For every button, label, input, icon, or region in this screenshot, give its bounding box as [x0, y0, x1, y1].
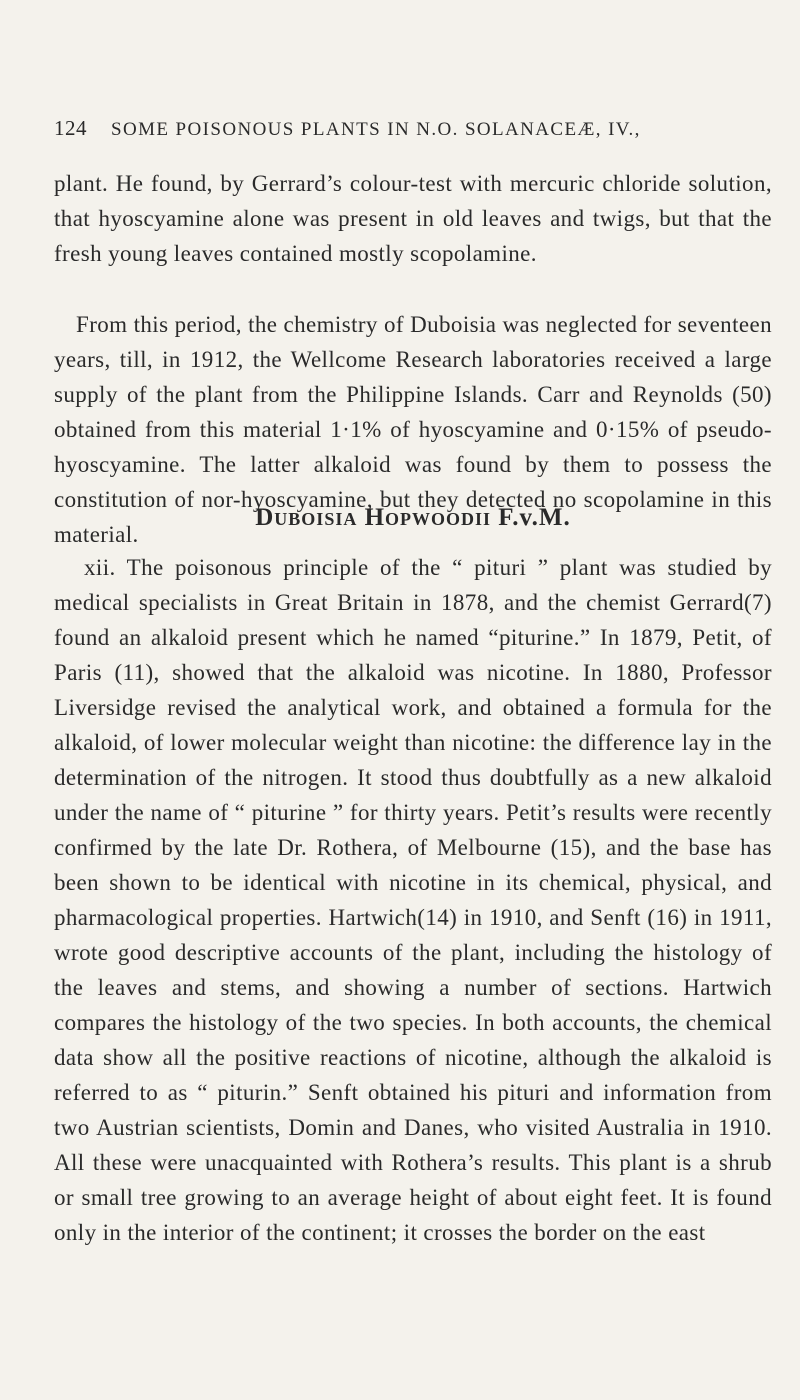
running-title: SOME POISONOUS PLANTS IN N.O. SOLANACEÆ, IV.,	[111, 119, 641, 140]
paragraph-pituri: xii. The poisonous principle of the “ pituri ” plant was studied by medical specialists in Great Britain in 1878, and the chemist Gerrard(7) found an alkaloid present which he named “piturine.” In 1879, Petit, of Paris (11), showed that the alkaloid was nicotine. In 1880, Professor Liversidge revised the analytical work, and obtained a formula for the alkaloid, of lower molecular weight than nicotine: the difference lay in the determination of the nitrogen. It stood thus doubtfully as a new alkaloid under the name of “ piturine ” for thirty years. Petit’s results were recently confirmed by the late Dr. Rothera, of Melbourne (15), and the base has been shown to be identical with nicotine in its chemical, physical, and pharmacological properties. Hartwich(14) in 1910, and Senft (16) in 1911, wrote good descriptive accounts of the plant, including the histology of the leaves and stems, and showing a number of sections. Hartwich compares the histology of the two species. In both accounts, the chemical data show all the positive reactions of nicotine, although the alkaloid is referred to as “ piturin.” Senft obtained his pituri and information from two Austrian scientists, Domin and Danes, who visited Australia in 1910. All these were unacquainted with Rothera’s results. This plant is a shrub or small tree growing to an average height of about eight feet. It is found only in the interior of the continent; it crosses the border on the east	[54, 555, 772, 1245]
paragraph-duboisia-chemistry: From this period, the chemistry of Duboisia was neglected for seventeen years, till, in 1912, the Wellcome Research laboratories received a large supply of the plant from the Philippine Islands. Carr and Reynolds (50) obtained from this material 1·1% of hyoscyamine and 0·15% of pseudo-hyoscyamine. The latter alkaloid was found by them to possess the constitution of nor-hyoscyamine, but they detected no scopolamine in this material.	[54, 312, 772, 547]
section-heading	[54, 504, 772, 532]
paragraph-continued: plant. He found, by Gerrard’s colour-test with mercuric chloride solution, that hyoscyamine alone was present in old leaves and twigs, but that the fresh young leaves contained mostly scopolamine.	[54, 171, 772, 266]
running-head	[54, 116, 774, 146]
heading-authority: F.v.M.	[498, 504, 571, 531]
heading-species: Hopwoodii	[364, 504, 492, 531]
page-number: 124	[54, 116, 87, 140]
heading-genus: Duboisia	[255, 504, 358, 531]
